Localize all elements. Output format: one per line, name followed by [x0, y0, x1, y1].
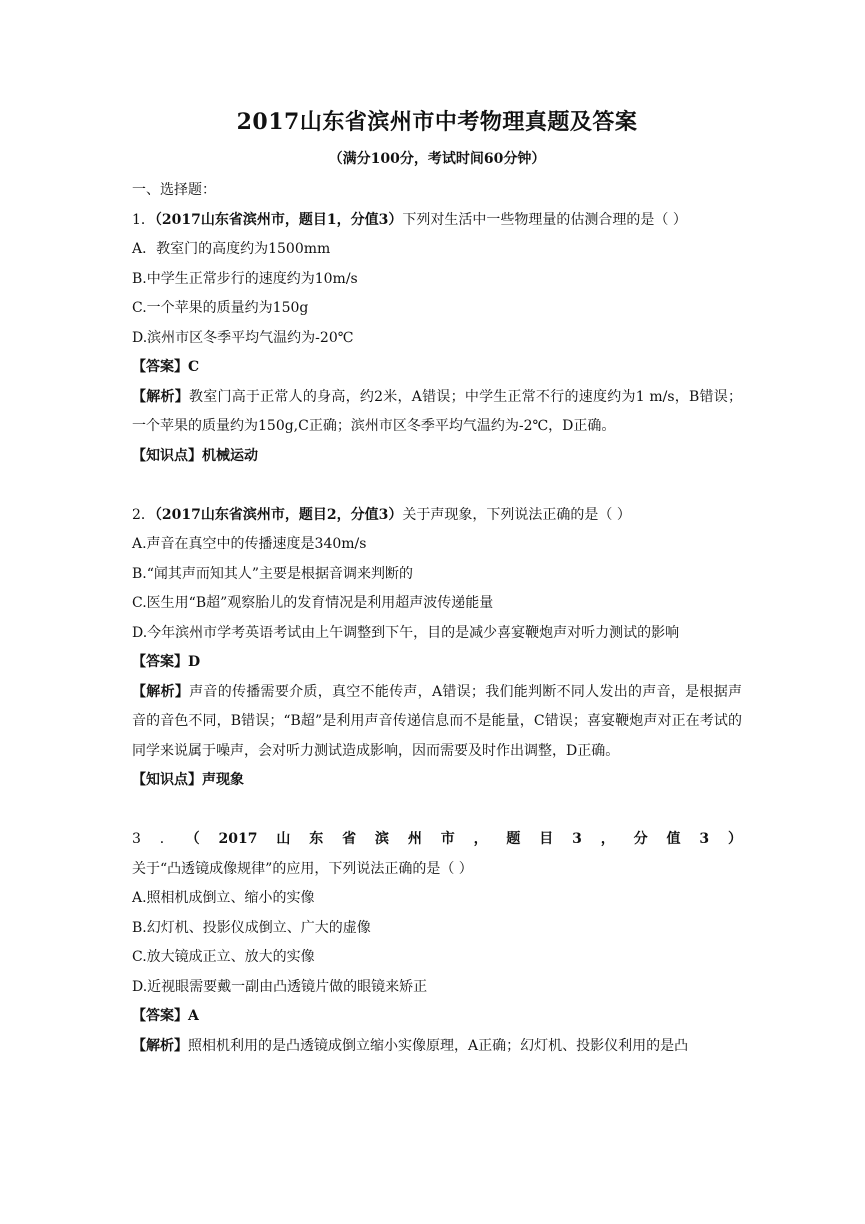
- option-c: C.放大镜成正立、放大的实像: [132, 949, 315, 965]
- document-title: 2017山东省滨州市中考物理真题及答案: [236, 109, 638, 135]
- question-stem: 关于声现象，下列说法正确的是（ ）: [402, 506, 631, 523]
- answer-label: 【答案】: [132, 359, 188, 375]
- option-a: A.照相机成倒立、缩小的实像: [132, 890, 315, 906]
- answer-label: 【答案】: [132, 654, 188, 670]
- question-1: [132, 206, 742, 472]
- question-meta: （2017山东省滨州市，题目2，分值3）: [154, 506, 403, 523]
- analysis-text: 教室门高于正常人的身高，约2米，A错误；中学生正常不行的速度约为1 m/s，B错误；一个苹果的质量约为150g,C正确；滨州市区冬季平均气温约为-2℃，D正确。: [132, 388, 742, 434]
- answer-line: [132, 1002, 742, 1032]
- analysis-label: 【解析】: [132, 388, 189, 405]
- analysis-paragraph: [132, 678, 742, 767]
- analysis-text: 照相机利用的是凸透镜成倒立缩小实像原理，A正确；幻灯机、投影仪利用的是凸: [188, 1037, 689, 1054]
- knowledge-value: 机械运动: [202, 447, 258, 464]
- blank-line: [132, 471, 742, 501]
- option-d: D.滨州市区冬季平均气温约为-20℃: [132, 329, 354, 346]
- answer-line: [132, 648, 742, 678]
- option-b: B.中学生正常步行的速度约为10m/s: [132, 270, 358, 287]
- question-3: [132, 825, 742, 1061]
- option-a: A．教室门的高度约为1500mm: [132, 241, 331, 257]
- knowledge-label: 【知识点】: [132, 772, 202, 788]
- option-d: D.今年滨州市学考英语考试由上午调整到下午，目的是减少喜宴鞭炮声对听力测试的影响: [132, 624, 680, 641]
- analysis-paragraph: [132, 1032, 742, 1062]
- knowledge-value: 声现象: [202, 772, 244, 788]
- question-meta: （2017山东省滨州市，题目1，分值3）: [154, 211, 403, 228]
- document-subtitle: （满分100分，考试时间60分钟）: [328, 151, 546, 167]
- question-stem: 下列对生活中一些物理量的估测合理的是（ ）: [402, 211, 687, 228]
- answer-value: A: [188, 1008, 199, 1024]
- option-c: C.医生用“B超”观察胎儿的发育情况是利用超声波传递能量: [132, 595, 494, 611]
- knowledge-line: [132, 442, 742, 472]
- knowledge-line: [132, 766, 742, 796]
- question-header: [132, 206, 742, 236]
- answer-value: D: [188, 654, 201, 670]
- question-number: 2．: [132, 506, 155, 523]
- analysis-paragraph: [132, 383, 742, 442]
- question-2: [132, 501, 742, 796]
- question-meta: （2017山东省滨州市，题目3，分值3）: [192, 831, 742, 847]
- blank-line: [132, 796, 742, 826]
- analysis-label: 【解析】: [132, 683, 190, 700]
- analysis-label: 【解析】: [132, 1037, 188, 1054]
- question-header: [132, 825, 742, 884]
- section-heading: 一、选择题：: [132, 182, 216, 198]
- option-d: D.近视眼需要戴一副由凸透镜片做的眼镜来矫正: [132, 978, 428, 995]
- answer-line: [132, 353, 742, 383]
- option-c: C.一个苹果的质量约为150g: [132, 300, 309, 316]
- option-b: B.幻灯机、投影仪成倒立、广大的虚像: [132, 919, 371, 936]
- answer-value: C: [188, 359, 200, 375]
- question-stem: 关于“凸透镜成像规律”的应用，下列说法正确的是（ ）: [132, 860, 473, 877]
- answer-label: 【答案】: [132, 1008, 188, 1024]
- question-header: [132, 501, 742, 531]
- option-a: A.声音在真空中的传播速度是340m/s: [132, 536, 367, 552]
- analysis-text: 声音的传播需要介质，真空不能传声，A错误；我们能判断不同人发出的声音，是根据声音的音色不同，B错误；“B超”是利用声音传递信息而不是能量，C错误；喜宴鞭炮声对正在考试的同学来说属于噪声，会对听力测试造成影响，因而需要及时作出调整，D正确。: [132, 683, 743, 759]
- knowledge-label: 【知识点】: [132, 447, 202, 464]
- question-number: 1．: [132, 211, 155, 228]
- option-b: B.“闻其声而知其人”主要是根据音调来判断的: [132, 565, 414, 582]
- document-page: [132, 100, 742, 1061]
- question-number: 3．: [132, 831, 193, 847]
